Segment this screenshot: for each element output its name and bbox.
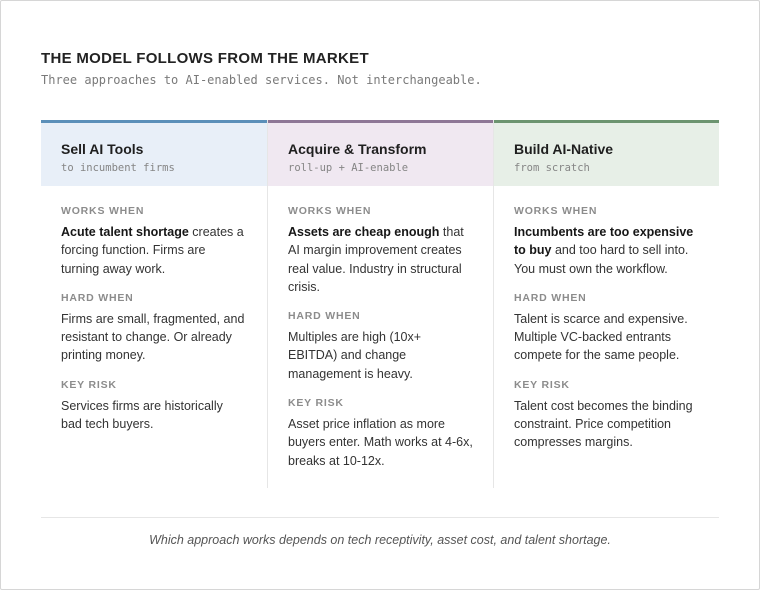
key-risk-section (288, 397, 473, 470)
column-subtitle: to incumbent firms (61, 162, 175, 174)
hard-when-section (61, 292, 247, 365)
section-label: KEY RISK (288, 397, 344, 410)
emphasis-text: Incumbents are too expensive to buy (514, 225, 694, 258)
section-label: KEY RISK (61, 378, 117, 391)
section-text (514, 223, 699, 278)
section-label: HARD WHEN (514, 291, 587, 304)
column-title: Acquire & Transform (288, 141, 427, 157)
section-text: Talent is scarce and expensive. Multiple VC-backed entrants compete for the same people. (514, 311, 688, 363)
key-risk-section (514, 379, 699, 452)
column-subtitle: from scratch (514, 162, 590, 174)
page-title: THE MODEL FOLLOWS FROM THE MARKET (41, 50, 369, 67)
body-text: and too hard to sell into. You must own the workflow. (514, 243, 689, 276)
column-header (494, 120, 719, 186)
works-when-section (288, 205, 473, 296)
section-text: Talent cost becomes the binding constraint. Price competition compresses margins. (514, 398, 693, 450)
section-text: Multiples are high (10x+ EBITDA) and change management is heavy. (288, 330, 422, 381)
column-body (268, 186, 493, 470)
approach-columns (41, 120, 719, 488)
section-label: KEY RISK (514, 378, 570, 391)
hard-when-section (514, 292, 699, 365)
column-title: Build AI-Native (514, 141, 614, 157)
column-body (494, 186, 719, 452)
emphasis-text: Assets are cheap enough (288, 225, 440, 239)
section-text: Asset price inflation as more buyers enter. Math works at 4-6x, breaks at 10-12x. (288, 417, 473, 468)
works-when-section (514, 205, 699, 278)
section-text: Firms are small, fragmented, and resistant to change. Or already printing money. (61, 311, 245, 363)
column-acquire-transform (267, 120, 493, 488)
section-label: WORKS WHEN (288, 205, 372, 217)
emphasis-text: Acute talent shortage (61, 225, 189, 239)
column-subtitle: roll-up + AI-enable (288, 162, 409, 174)
section-text (288, 223, 473, 296)
column-build-ai-native (493, 120, 719, 488)
section-label: HARD WHEN (61, 291, 134, 304)
body-text: that AI margin improvement creates real value. Industry in structural crisis. (288, 225, 464, 294)
section-text: Services firms are historically bad tech buyers. (61, 398, 223, 432)
section-text (61, 223, 247, 278)
page-subtitle: Three approaches to AI-enabled services. Not interchangeable. (41, 73, 482, 87)
body-text: creates a forcing function. Firms are turning away work. (61, 225, 244, 276)
footer-note: Which approach works depends on tech receptivity, asset cost, and talent shortage. (149, 533, 611, 547)
section-label: WORKS WHEN (514, 205, 598, 217)
column-sell-ai-tools (41, 120, 267, 488)
footer-divider (41, 517, 719, 518)
column-header (268, 120, 493, 186)
key-risk-section (61, 379, 247, 434)
column-title: Sell AI Tools (61, 141, 144, 157)
section-label: HARD WHEN (288, 310, 361, 323)
works-when-section (61, 205, 247, 278)
column-body (41, 186, 267, 433)
hard-when-section (288, 310, 473, 383)
column-header (41, 120, 267, 186)
section-label: WORKS WHEN (61, 205, 145, 217)
